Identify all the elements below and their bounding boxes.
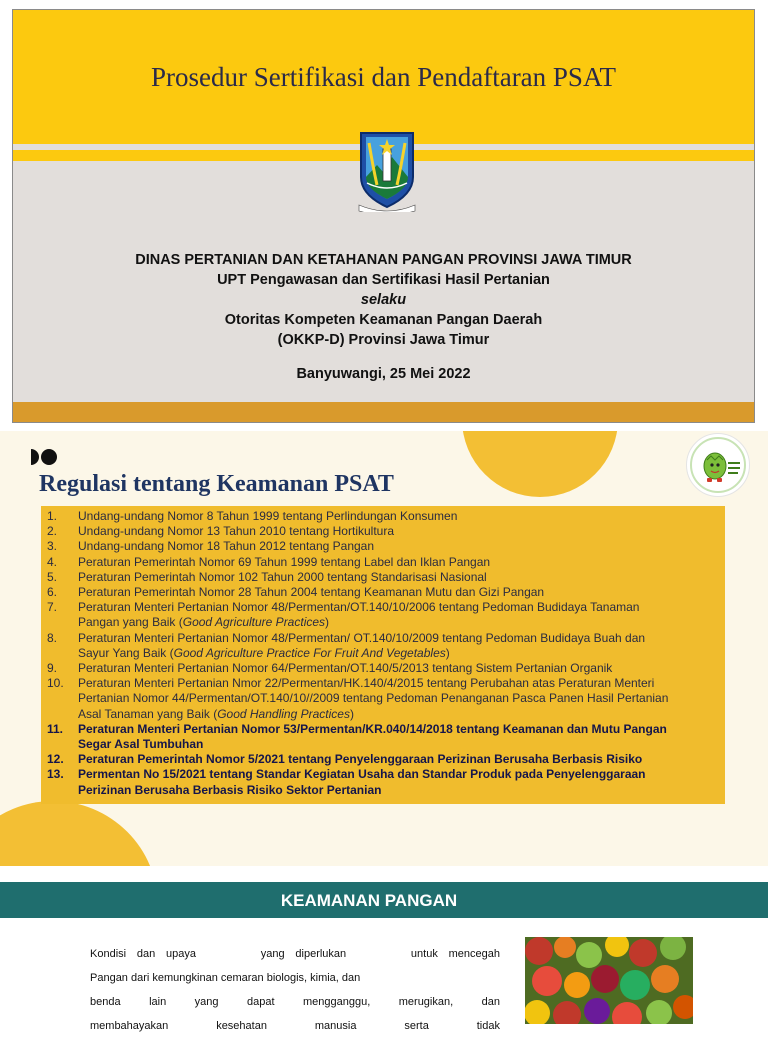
list-item: 1. Undang-undang Nomor 8 Tahun 1999 tentang Perlindungan Konsumen: [47, 509, 458, 523]
text-line: Pangan dari kemungkinan cemaran biologis, kimia, dan: [90, 972, 361, 984]
org-name: DINAS PERTANIAN DAN KETAHANAN PANGAN PROVINSI JAWA TIMUR: [135, 252, 632, 268]
title-slide: [12, 9, 755, 423]
authority-abbrev: (OKKP-D) Provinsi Jawa Timur: [277, 332, 490, 348]
list-item: 5. Peraturan Pemerintah Nomor 102 Tahun 2000 tentang Standarisasi Nasional: [47, 569, 487, 584]
dots-icon: [29, 446, 65, 468]
bottom-band: [13, 402, 754, 423]
list-item: 3. Undang-undang Nomor 18 Tahun 2012 tentang Pangan: [47, 539, 375, 554]
list-item: 8. Peraturan Menteri Pertanian Nomor 48/Permentan/ OT.140/10/2009 tentang Pedoman Budidaya Buah dan Sayur Yang Baik (Good Agriculture Practice For Fruit And Vegetables): [47, 630, 646, 660]
list-item: 9. Peraturan Menteri Pertanian Nomor 64/Permentan/OT.140/5/2013 tentang Sistem Pertanian Organik: [47, 661, 613, 676]
date-location: Banyuwangi, 25 Mei 2022: [296, 366, 471, 382]
list-item: 6. Peraturan Pemerintah Nomor 28 Tahun 2004 tentang Keamanan Mutu dan Gizi Pangan: [47, 585, 545, 600]
organization-block: [13, 250, 754, 350]
section-header-title: KEAMANAN PANGAN: [280, 891, 458, 910]
list-item: 12. Peraturan Pemerintah Nomor 5/2021 tentang Penyelenggaraan Perizinan Berusaha Berbasis Risiko: [47, 752, 643, 767]
list-item: 13. Permentan No 15/2021 tentang Standar Kegiatan Usaha dan Standar Produk pada Penyelenggaraan Perizinan Berusaha Berbasis Risiko Sektor Pertanian: [47, 767, 646, 797]
decorative-circle-top: [462, 431, 618, 497]
authority-name: Otoritas Kompeten Keamanan Pangan Daerah: [224, 312, 543, 328]
decorative-circle-bottom: [0, 801, 158, 866]
vegetables-photo: [525, 937, 693, 1024]
regulations-list: [41, 506, 725, 804]
fruits-vegetables-icon: [525, 937, 693, 1024]
durian-mascot-icon: [687, 434, 749, 496]
list-item: 7. Peraturan Menteri Pertanian Nomor 48/Permentan/OT.140/10/2006 tentang Pedoman Budidaya Tanaman Pangan yang Baik (Good Agriculture Practices): [47, 600, 640, 630]
text-line: Kondisi dan upaya yang diperlukan untuk mencegah: [90, 948, 500, 960]
slide-title: Prosedur Sertifikasi dan Pendaftaran PSAT: [151, 62, 616, 92]
section-title: Regulasi tentang Keamanan PSAT: [39, 471, 394, 497]
east-java-crest-icon: [357, 127, 417, 212]
list-item: 2. Undang-undang Nomor 13 Tahun 2010 tentang Hortikultura: [47, 524, 394, 539]
list-item: 4. Peraturan Pemerintah Nomor 69 Tahun 1999 tentang Label dan Iklan Pangan: [47, 554, 491, 569]
safe-food-logo: [686, 433, 750, 497]
regulations-slide: [0, 431, 768, 866]
text-line: membahayakan kesehatan manusia serta tidak: [90, 1020, 500, 1032]
text-line: benda lain yang dapat mengganggu, merugikan, dan: [90, 996, 500, 1008]
list-item: 10. Peraturan Menteri Pertanian Nmor 22/Permentan/HK.140/4/2015 tentang Perubahan atas Peraturan Menteri Pertanian Nomor 44/Permentan/OT.140/10//2009 tentang Pedoman Penanganan Pasca Panen Hasil Pertanian Asal Tanaman yang Baik (Good Handling Practices): [47, 676, 669, 721]
selaku-text: selaku: [360, 292, 407, 308]
list-item: 11. Peraturan Menteri Pertanian Nomor 53/Permentan/KR.040/14/2018 tentang Keamanan dan Mutu Pangan Segar Asal Tumbuhan: [47, 721, 667, 752]
upt-name: UPT Pengawasan dan Sertifikasi Hasil Pertanian: [217, 272, 550, 288]
